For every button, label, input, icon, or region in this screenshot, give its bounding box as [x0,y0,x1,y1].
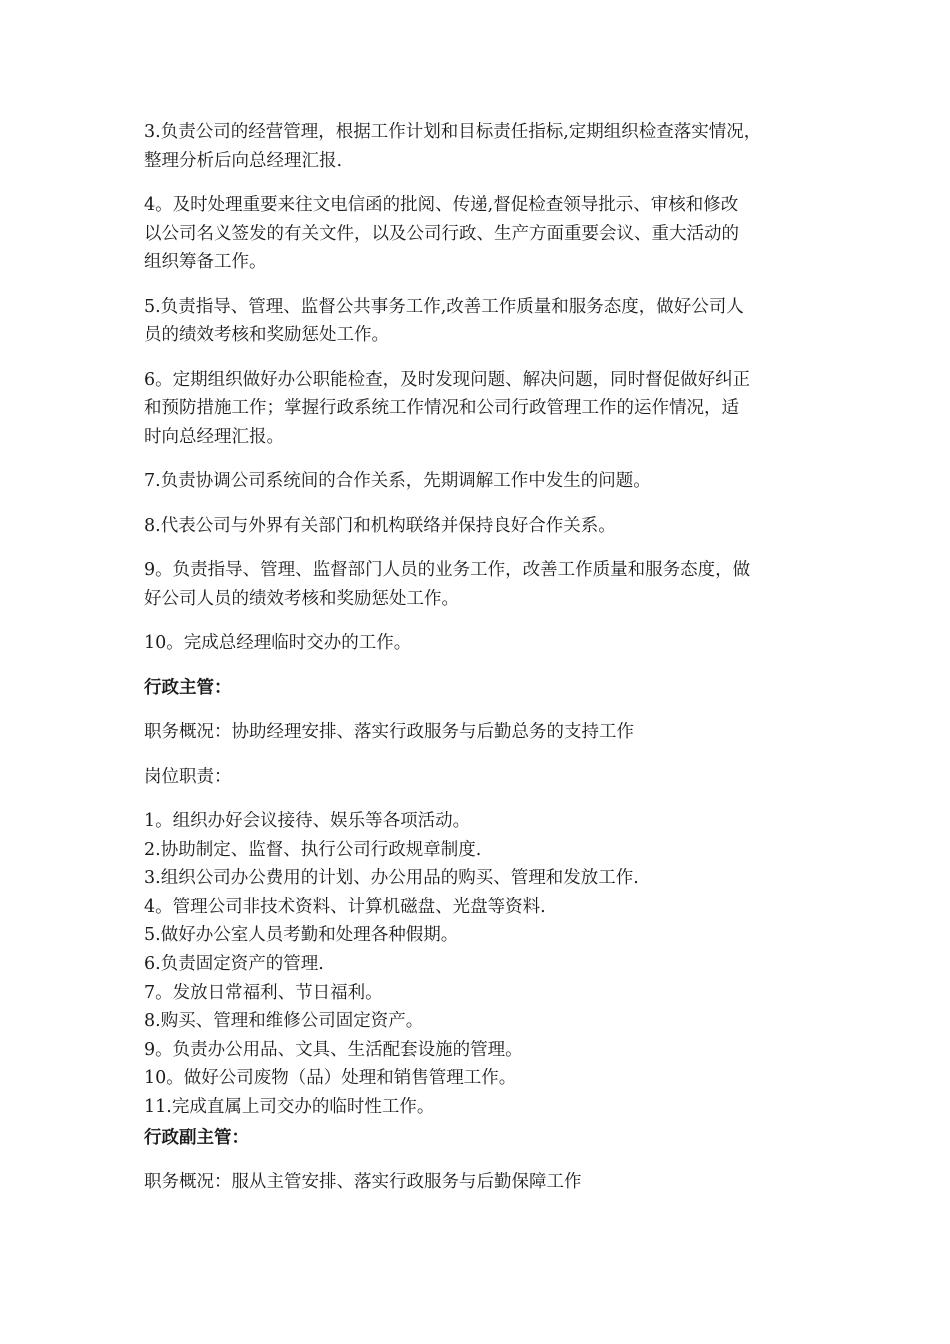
paragraph-7 [144,467,824,496]
text-line: 员的绩效考核和奖励惩处工作。 [144,325,389,345]
list-item: 10。做好公司废物（品）处理和销售管理工作。 [144,1068,517,1089]
text-line: 10。完成总经理临时交办的工作。 [144,633,412,653]
supervisor-heading: 行政主管： [144,677,232,698]
list-item: 4。管理公司非技术资料、计算机磁盘、光盘等资料. [144,896,546,917]
supervisor-duties-list [144,807,824,1122]
list-item: 9。负责办公用品、文具、生活配套设施的管理。 [144,1039,523,1060]
text-line: 时向总经理汇报。 [144,426,284,447]
list-item: 3.组织公司办公费用的计划、办公用品的购买、管理和发放工作. [144,868,639,889]
text-line: 组织筹备工作。 [144,252,267,272]
deputy-overview [144,1168,824,1197]
deputy-heading: 行政副主管： [144,1127,249,1148]
paragraph-4 [144,191,824,277]
paragraph-6 [144,366,824,452]
text-line: 8.代表公司与外界有关部门和机构联络并保持良好合作关系。 [144,515,616,536]
text-line: 4。及时处理重要来往文电信函的批阅、传递,督促检查领导批示、审核和修改 [144,195,739,215]
paragraph-10 [144,629,824,658]
list-item: 11.完成直属上司交办的临时性工作。 [144,1096,435,1117]
document-page [144,118,824,1213]
list-item: 2.协助制定、监督、执行公司行政规章制度. [144,839,482,860]
text-line: 以公司名义签发的有关文件，以及公司行政、生产方面重要会议、重大活动的 [144,223,739,244]
paragraph-5 [144,293,824,350]
list-item: 5.做好办公室人员考勤和处理各种假期。 [144,925,459,946]
text-line: 6。定期组织做好办公职能检查，及时发现问题、解决问题，同时督促做好纠正 [144,369,751,390]
duties-label-text: 岗位职责： [144,766,232,787]
overview-text: 职务概况：服从主管安排、落实行政服务与后勤保障工作 [144,1172,582,1193]
text-line: 9。负责指导、管理、监督部门人员的业务工作，改善工作质量和服务态度，做 [144,560,751,580]
paragraph-8 [144,512,824,541]
list-item: 7。发放日常福利、节日福利。 [144,982,383,1003]
text-line: 3.负责公司的经营管理，根据工作计划和目标责任指标,定期组织检查落实情况， [144,122,762,142]
text-line: 5.负责指导、管理、监督公共事务工作,改善工作质量和服务态度，做好公司人 [144,296,744,317]
text-line: 好公司人员的绩效考核和奖励惩处工作。 [144,588,459,609]
list-item: 6.负责固定资产的管理. [144,953,324,974]
text-line: 和预防措施工作；掌握行政系统工作情况和公司行政管理工作的运作情况，适 [144,398,739,418]
supervisor-overview [144,718,824,747]
paragraph-9 [144,556,824,613]
overview-text: 职务概况：协助经理安排、落实行政服务与后勤总务的支持工作 [144,722,634,742]
paragraph-3 [144,118,824,175]
list-item: 8.购买、管理和维修公司固定资产。 [144,1011,424,1032]
text-line: 7.负责协调公司系统间的合作关系，先期调解工作中发生的问题。 [144,471,651,491]
duties-label [144,763,824,792]
list-item: 1。组织办好会议接待、娱乐等各项活动。 [144,811,471,831]
text-line: 整理分析后向总经理汇报. [144,150,343,171]
